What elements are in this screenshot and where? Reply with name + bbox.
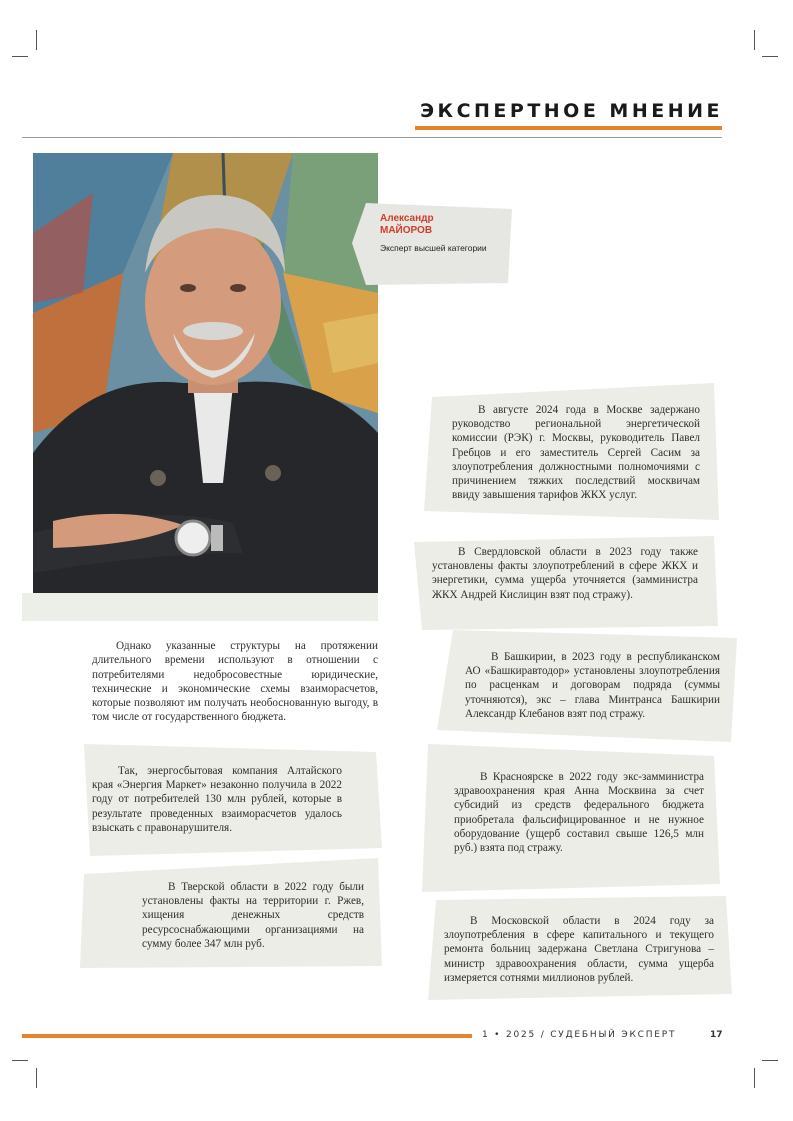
crop-mark xyxy=(754,30,755,50)
footer-issue: 1 • 2025 / СУДЕБНЫЙ ЭКСПЕРТ xyxy=(482,1030,677,1040)
expert-role: Эксперт высшей категории xyxy=(380,243,487,253)
case-text-moscow-region-2024: В Московской области в 2024 году за злоупотребления в сфере капитального и текущего ремонта больниц задержана Светлана Стригунова – министр здравоохранения области, сумма ущерба измеряется сотнями миллионов рублей. xyxy=(444,915,714,984)
case-box-krasnoyarsk-2022 xyxy=(422,744,720,892)
case-box-moscow-region-2024 xyxy=(428,896,732,1000)
crop-mark xyxy=(36,1068,37,1088)
intro-paragraph: Однако указанные структуры на протяжении длительного времени используют в отношении с потребителями недобросовестные юридические, технические и экономические схемы взаиморасчетов, которые позволяют им получать необоснованную выгоду, в том числе от государственного бюджета. xyxy=(92,640,378,724)
crop-mark xyxy=(12,1060,28,1061)
case-text-bashkiria-2023: В Башкирии, в 2023 году в республиканском АО «Башкиравтодор» установлены злоупотребления по расценкам и договорам подряда (суммы уточняются), экс – глава Минтранса Башкирии Александр Клебанов взят под стражу. xyxy=(465,651,720,720)
footer-accent-bar xyxy=(22,1034,472,1038)
page-number: 17 xyxy=(710,1030,723,1040)
case-text-moscow-2024: В августе 2024 года в Москве задержано руководство региональной энергетической комиссии (РЭК) г. Москвы, руководитель Павел Гребцов и его заместитель Сергей Сасим за злоупотребления должностными полномочиями с причинением тяжких последствий москвичам ввиду завышения тарифов ЖКХ услуг. xyxy=(452,404,700,502)
case-box-altai-2022 xyxy=(84,744,382,856)
title-accent-bar xyxy=(415,126,722,130)
expert-last-name: МАЙОРОВ xyxy=(380,225,433,236)
case-box-sverdlovsk-2023 xyxy=(414,536,718,630)
case-box-tver-2022 xyxy=(80,858,382,968)
crop-mark xyxy=(754,1068,755,1088)
crop-mark xyxy=(762,56,778,57)
crop-mark xyxy=(12,56,28,57)
header-divider xyxy=(22,137,722,138)
crop-mark xyxy=(762,1060,778,1061)
expert-portrait xyxy=(33,153,378,593)
case-box-bashkiria-2023 xyxy=(437,630,737,742)
photo-caption-strip xyxy=(22,593,378,621)
expert-name-plate xyxy=(352,203,512,285)
crop-mark xyxy=(36,30,37,50)
expert-first-name: Александр xyxy=(380,213,434,224)
case-text-altai-2022: Так, энергосбытовая компания Алтайского края «Энергия Маркет» незаконно получила в 2022 году от потребителей 130 млн рублей, которые в результате проведенных взаиморасчетов удалось взыскать с правонарушителя. xyxy=(92,765,342,834)
case-text-sverdlovsk-2023: В Свердловской области в 2023 году также установлены факты злоупотреблений в сфере ЖКХ и энергетики, сумма ущерба уточняется (замминистра ЖКХ Андрей Кислицин взят под стражу). xyxy=(432,546,698,601)
case-text-krasnoyarsk-2022: В Красноярске в 2022 году экс-замминистра здравоохранения края Анна Москвина за счет субсидий из средств федерального бюджета приобретала фальсифицированное и не нужное оборудование (ущерб составил свыше 126,5 млн руб.) взята под стражу. xyxy=(454,771,704,855)
expert-name-block xyxy=(380,213,487,253)
case-text-tver-2022: В Тверской области в 2022 году были установлены факты на территории г. Ржев, хищения денежных средств ресурсоснабжающими организациями на сумму более 347 млн руб. xyxy=(142,881,364,950)
section-title: ЭКСПЕРТНОЕ МНЕНИЕ xyxy=(420,100,723,122)
case-box-moscow-2024 xyxy=(424,383,719,520)
